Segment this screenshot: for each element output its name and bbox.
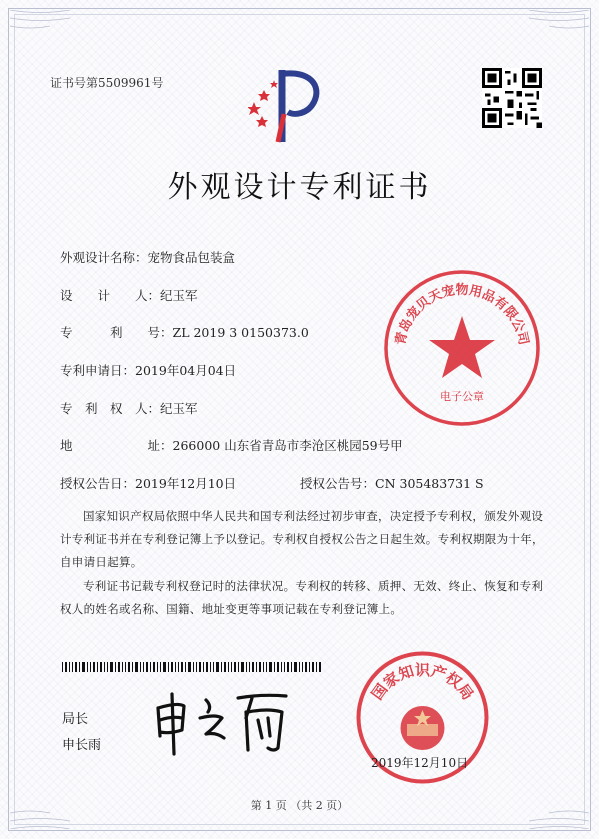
field-label: 专利申请日：	[60, 363, 136, 378]
field-value: CN 305483731 S	[375, 476, 484, 491]
paragraph-legal-status: 专利证书记载专利权登记时的法律状况。专利权的转移、质押、无效、终止、恢复和专利权人的姓名或名称、国籍、地址变更等事项记载在专利登记簿上。	[60, 579, 544, 616]
seal-company-text: 青岛宠贝天宠物用品有限公司	[393, 283, 531, 347]
applicant-seal-icon	[382, 268, 542, 428]
barcode-icon	[62, 662, 322, 672]
director-name: 申长雨	[62, 738, 102, 753]
field-value: 纪玉军	[160, 401, 198, 416]
field-label: 授权公告号：	[300, 476, 376, 491]
seal-sub-text: 电子公章	[440, 390, 484, 403]
field-address	[60, 436, 403, 454]
field-designer	[60, 286, 198, 304]
field-label: 外观设计名称：	[60, 250, 148, 265]
field-label: 设 计 人：	[60, 288, 161, 303]
field-value: 2019年12月10日	[135, 476, 237, 491]
director-title: 局长	[62, 712, 89, 727]
field-filing-date	[60, 361, 236, 379]
field-label: 地 址：	[60, 438, 173, 453]
qr-code-icon	[482, 68, 542, 128]
issue-date: 2019年12月10日	[371, 756, 469, 770]
certificate-title: 外观设计专利证书	[167, 170, 432, 205]
field-patentee	[60, 399, 198, 417]
page-indicator: 第 1 页 （共 2 页）	[250, 799, 349, 812]
corner-ornament-tr	[529, 10, 589, 50]
field-label: 专 利 权 人：	[60, 401, 161, 416]
field-grant-date	[60, 474, 236, 492]
field-value: 266000 山东省青岛市李沧区桃园59号甲	[172, 438, 403, 453]
seal-office-text: 国家知识产权局	[367, 661, 478, 704]
field-grant-number	[300, 474, 484, 492]
field-label: 授权公告日：	[60, 476, 136, 491]
handwritten-signature-icon	[150, 688, 300, 758]
corner-ornament-tl	[10, 10, 70, 50]
field-value: ZL 2019 3 0150373.0	[172, 325, 309, 340]
cnipa-logo-icon	[248, 62, 328, 146]
field-design-name	[60, 248, 235, 266]
field-value: 2019年04月04日	[135, 363, 237, 378]
field-patent-number	[60, 323, 309, 341]
field-value: 宠物食品包装盒	[147, 250, 236, 265]
field-value: 纪玉军	[160, 288, 198, 303]
field-label: 专 利 号：	[60, 325, 173, 340]
paragraph-grant-decision: 国家知识产权局依照中华人民共和国专利法经过初步审查，决定授予专利权，颁发外观设计专利证书并在专利登记簿上予以登记。专利权自授权公告之日起生效。专利权期限为十年，自申请日起算。	[60, 509, 544, 569]
certificate-number: 证书号第5509961号	[50, 76, 164, 90]
